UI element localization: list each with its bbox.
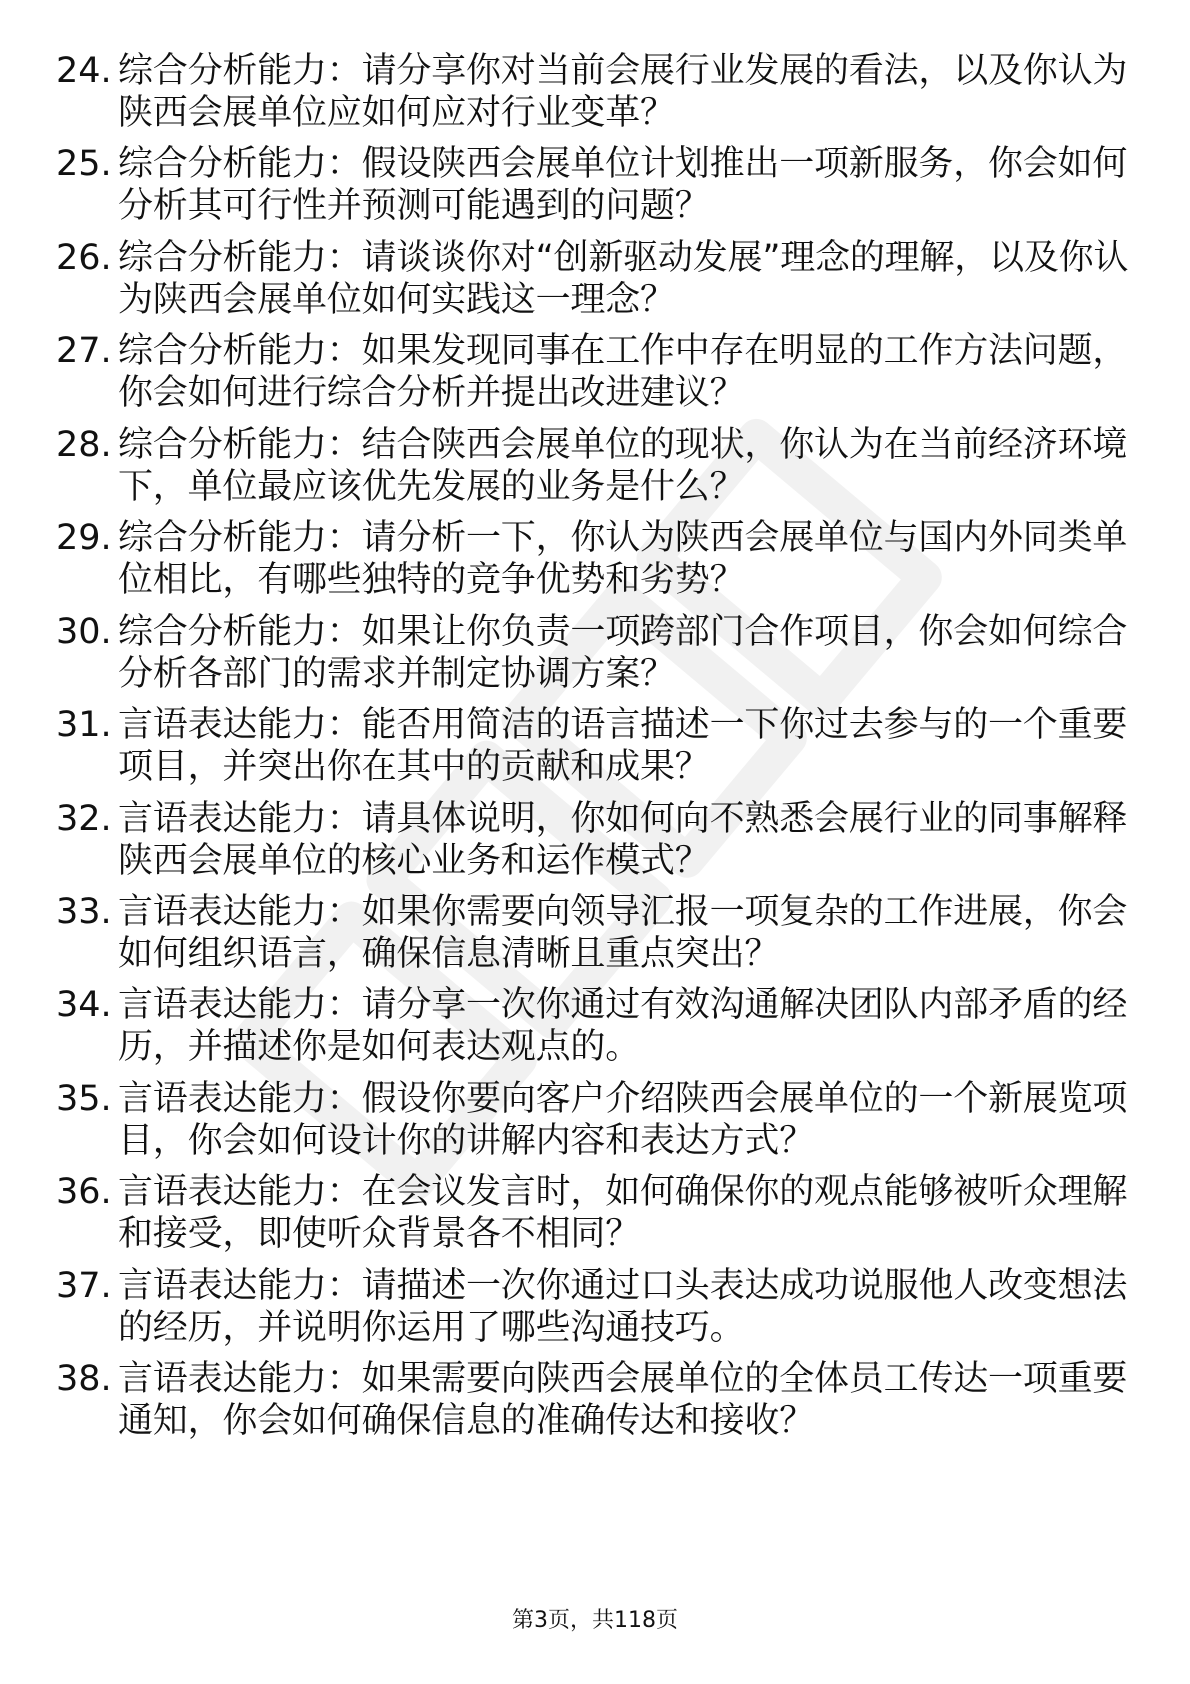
question-item <box>56 984 1136 1068</box>
question-item <box>56 891 1136 975</box>
question-text: 言语表达能力：能否用简洁的语言描述一下你过去参与的一个重要项目，并突出你在其中的贡献和成果？ <box>118 705 1128 788</box>
page-footer: 第3页，共118页 <box>512 1608 678 1633</box>
question-item <box>56 1265 1136 1349</box>
question-number: 28. <box>56 424 112 465</box>
question-number: 33. <box>56 891 112 932</box>
question-text: 言语表达能力：如果你需要向领导汇报一项复杂的工作进展，你会如何组织语言，确保信息清晰且重点突出？ <box>118 891 1128 974</box>
question-text: 言语表达能力：请具体说明，你如何向不熟悉会展行业的同事解释陕西会展单位的核心业务和运作模式？ <box>118 798 1128 881</box>
question-item <box>56 1078 1136 1162</box>
question-number: 30. <box>56 611 112 652</box>
question-number: 29. <box>56 518 112 559</box>
question-text: 言语表达能力：在会议发言时，如何确保你的观点能够被听众理解和接受，即使听众背景各不相同？ <box>118 1172 1128 1255</box>
question-text: 综合分析能力：请谈谈你对“创新驱动发展”理念的理解，以及你认为陕西会展单位如何实践这一理念？ <box>118 237 1129 320</box>
question-text: 综合分析能力：如果发现同事在工作中存在明显的工作方法问题，你会如何进行综合分析并提出改进建议？ <box>118 331 1128 414</box>
question-number: 24. <box>56 51 112 91</box>
question-text: 综合分析能力：假设陕西会展单位计划推出一项新服务，你会如何分析其可行性并预测可能遇到的问题？ <box>118 144 1128 227</box>
question-text: 言语表达能力：如果需要向陕西会展单位的全体员工传达一项重要通知，你会如何确保信息的准确传达和接收？ <box>118 1359 1128 1442</box>
question-item <box>56 237 1136 321</box>
question-number: 25. <box>56 144 112 185</box>
question-number: 27. <box>56 331 112 372</box>
question-number: 37. <box>56 1265 112 1306</box>
question-text: 综合分析能力：请分析一下，你认为陕西会展单位与国内外同类单位相比，有哪些独特的竞争优势和劣势？ <box>118 518 1128 601</box>
question-item <box>56 798 1136 882</box>
question-text: 言语表达能力：请分享一次你通过有效沟通解决团队内部矛盾的经历，并描述你是如何表达观点的。 <box>118 985 1128 1068</box>
question-item <box>56 611 1136 695</box>
question-item <box>56 424 1136 508</box>
question-item <box>56 1171 1136 1255</box>
question-item <box>56 1358 1136 1442</box>
question-text: 言语表达能力：请描述一次你通过口头表达成功说服他人改变想法的经历，并说明你运用了哪些沟通技巧。 <box>118 1265 1128 1348</box>
question-item <box>56 50 1136 134</box>
question-item <box>56 143 1136 227</box>
question-text: 言语表达能力：假设你要向客户介绍陕西会展单位的一个新展览项目，你会如何设计你的讲解内容和表达方式？ <box>118 1078 1128 1161</box>
question-number: 38. <box>56 1359 112 1400</box>
question-list <box>56 50 1136 1452</box>
question-number: 26. <box>56 237 112 278</box>
question-text: 综合分析能力：如果让你负责一项跨部门合作项目，你会如何综合分析各部门的需求并制定协调方案？ <box>118 611 1128 694</box>
question-item <box>56 517 1136 601</box>
question-number: 34. <box>56 985 112 1026</box>
question-item <box>56 704 1136 788</box>
question-number: 31. <box>56 705 112 746</box>
question-text: 综合分析能力：请分享你对当前会展行业发展的看法，以及你认为陕西会展单位应如何应对行业变革？ <box>118 51 1128 133</box>
question-number: 35. <box>56 1078 112 1119</box>
question-number: 36. <box>56 1172 112 1213</box>
question-item <box>56 330 1136 414</box>
question-number: 32. <box>56 798 112 839</box>
question-text: 综合分析能力：结合陕西会展单位的现状，你认为在当前经济环境下，单位最应该优先发展的业务是什么？ <box>118 424 1128 507</box>
